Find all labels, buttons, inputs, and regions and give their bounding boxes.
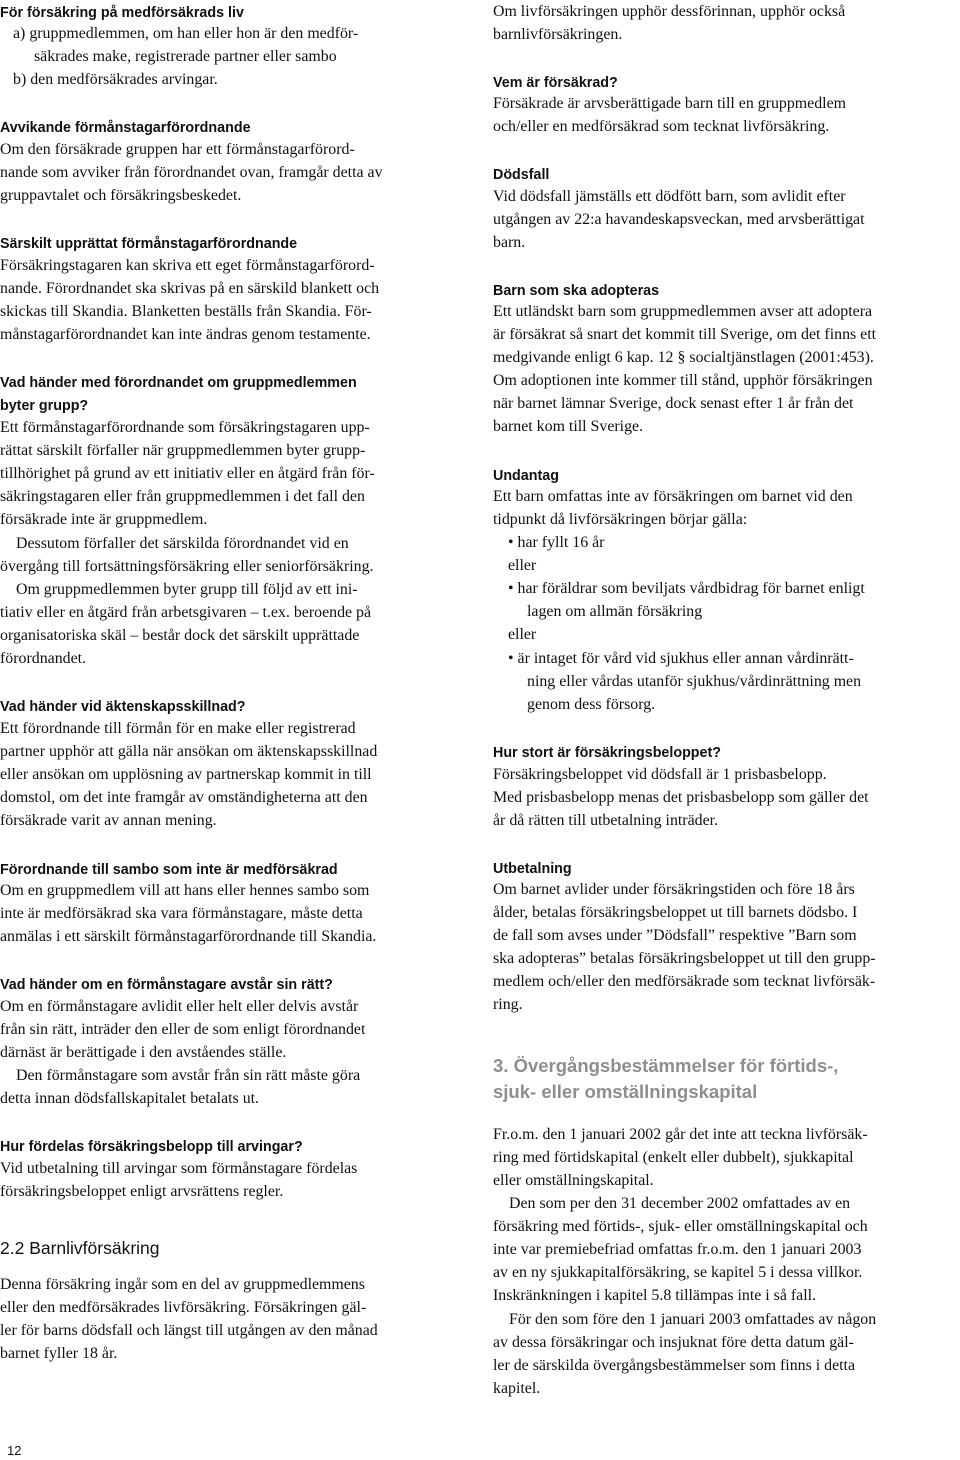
text-line: år då rätten till utbetalning inträder. [493, 812, 719, 829]
text-line: Vid utbetalning till arvingar som förmånstagare fördelas [0, 1160, 358, 1177]
text-line: • har föräldrar som beviljats vårdbidrag för barnet enligt [508, 580, 865, 597]
text-line: från sin rätt, inträder den eller de som enligt förordnandet [0, 1021, 366, 1038]
heading-line: För försäkring på medförsäkrads liv [0, 5, 244, 21]
heading-line: 2.2 Barnlivförsäkring [0, 1238, 160, 1258]
text-line: medgivande enligt 6 kap. 12 § socialtjänstlagen (2001:453). [493, 349, 874, 366]
text-line: a) gruppmedlemmen, om han eller hon är den medför- [13, 25, 359, 42]
text-line: För den som före den 1 januari 2003 omfattades av någon [509, 1311, 877, 1328]
text-line: Den som per den 31 december 2002 omfattades av en [509, 1195, 851, 1212]
text-line: Den förmånstagare som avstår från sin rätt måste göra [16, 1067, 361, 1084]
heading-line: Hur fördelas försäkringsbelopp till arvingar? [0, 1139, 303, 1155]
text-line: Om gruppmedlemmen byter grupp till följd av ett ini- [16, 581, 358, 598]
text-line: Dessutom förfaller det särskilda förordnandet vid en [16, 535, 349, 552]
text-line: utgången av 22:a havandeskapsveckan, med arvsberättigat [493, 211, 865, 228]
text-line: partner upphör att gälla när ansökan om äktenskapsskillnad [0, 743, 378, 760]
text-line: kapitel. [493, 1380, 541, 1397]
text-line: Försäkrade är arvsberättigade barn till en gruppmedlem [493, 95, 846, 112]
heading-line: Avvikande förmånstagarförordnande [0, 120, 251, 136]
text-line: rättat särskilt förfaller när gruppmedlemmen byter grupp- [0, 442, 366, 459]
text-line: Inskränkningen i kapitel 5.8 tillämpas inte i så fall. [493, 1287, 817, 1304]
text-line: därnäst är berättigade i den avståendes ställe. [0, 1044, 287, 1061]
text-line: nande som avviker från förordnandet ovan, framgår detta av [0, 164, 383, 181]
text-line: försäkrade varit av annan mening. [0, 812, 217, 829]
text-line: tillhörighet på grund av ett initiativ eller en åtgärd från för- [0, 465, 375, 482]
text-line: tidpunkt då livförsäkringen börjar gälla: [493, 511, 748, 528]
text-line: Fr.o.m. den 1 januari 2002 går det inte att teckna livförsäk- [493, 1126, 868, 1143]
text-line: Ett utländskt barn som gruppmedlemmen avser att adoptera [493, 303, 873, 320]
text-line: ler för barns dödsfall och längst till utgången av den månad [0, 1322, 378, 1339]
text-line: Om barnet avlider under försäkringstiden och före 18 års [493, 881, 855, 898]
text-line: eller [508, 626, 537, 643]
text-line: eller omställningskapital. [493, 1172, 654, 1189]
heading-line: Särskilt upprättat förmånstagarförordnande [0, 236, 298, 252]
text-line: Ett förmånstagarförordnande som försäkringstagaren upp- [0, 419, 370, 436]
heading-line: Vad händer med förordnandet om gruppmedlemmen [0, 375, 357, 391]
heading-line: byter grupp? [0, 398, 89, 414]
heading-line: Undantag [493, 468, 559, 484]
text-line: ler de särskilda övergångsbestämmelser som finns i detta [493, 1357, 856, 1374]
text-line: övergång till fortsättningsförsäkring eller seniorförsäkring. [0, 558, 374, 575]
text-line: när barnet lämnar Sverige, dock senast efter 1 år från det [493, 395, 854, 412]
text-line: genom dess försorg. [527, 696, 656, 713]
text-line: av dessa försäkringar och insjuknat före detta datum gäl- [493, 1334, 854, 1351]
heading-line: sjuk- eller omställningskapital [493, 1081, 758, 1102]
text-line: organisatoriska skäl – består dock det särskilt upprättade [0, 627, 360, 644]
text-line: Ett barn omfattas inte av försäkringen om barnet vid den [493, 488, 853, 505]
text-line: eller [508, 557, 537, 574]
text-line: barnlivförsäkringen. [493, 26, 623, 43]
text-line: ning eller vårdas utanför sjukhus/vårdinrättning men [527, 673, 862, 690]
text-line: Om adoptionen inte kommer till stånd, upphör försäkringen [493, 372, 873, 389]
text-line: skickas till Skandia. Blanketten beställs från Skandia. För- [0, 303, 372, 320]
text-line: Försäkringsbeloppet vid dödsfall är 1 prisbasbelopp. [493, 766, 827, 783]
text-line: • har fyllt 16 år [508, 534, 605, 551]
text-line: Ett förordnande till förmån för en make eller registrerad [0, 720, 356, 737]
text-line: tiativ eller en åtgärd från arbetsgivaren – t.ex. beroende på [0, 604, 372, 621]
text-line: barnet kom till Sverige. [493, 418, 644, 435]
text-line: Denna försäkring ingår som en del av gruppmedlemmens [0, 1276, 365, 1293]
text-line: försäkrade inte är gruppmedlem. [0, 511, 208, 528]
text-line: är försäkrat så snart det kommit till Sverige, om det finns ett [493, 326, 877, 343]
heading-line: Hur stort är försäkringsbeloppet? [493, 745, 721, 761]
text-line: medlem och/eller den medförsäkrade som tecknat livförsäk- [493, 973, 876, 990]
text-line: Om den försäkrade gruppen har ett förmånstagarförord- [0, 141, 355, 158]
text-line: ring med förtidskapital (enkelt eller dubbelt), sjukkapital [493, 1149, 854, 1166]
heading-line: Vem är försäkrad? [493, 75, 618, 91]
text-line: Om en gruppmedlem vill att hans eller hennes sambo som [0, 882, 370, 899]
text-line: försäkring med förtids-, sjuk- eller omställningskapital och [493, 1218, 868, 1235]
text-line: Om en förmånstagare avlidit eller helt eller delvis avstår [0, 998, 359, 1015]
text-line: nande. Förordnandet ska skrivas på en särskild blankett och [0, 280, 380, 297]
text-line: barnet fyller 18 år. [0, 1345, 118, 1362]
text-line: barn. [493, 234, 526, 251]
text-line: lagen om allmän försäkring [527, 603, 703, 620]
text-line: inte var premiebefriad omfattas fr.o.m. den 1 januari 2003 [493, 1241, 862, 1258]
text-line: förordnandet. [0, 650, 87, 667]
text-line: eller ansökan om upplösning av partnerskap kommit in till [0, 766, 372, 783]
text-line: eller den medförsäkrades livförsäkring. Försäkringen gäl- [0, 1299, 367, 1316]
text-line: månstagarförordnandet kan inte ändras genom testamente. [0, 326, 371, 343]
text-line: de fall som avses under ”Dödsfall” respektive ”Barn som [493, 927, 857, 944]
page-number: 12 [7, 1443, 22, 1458]
heading-line: Förordnande till sambo som inte är medförsäkrad [0, 862, 338, 878]
text-line: domstol, om det inte framgår av omständigheterna att den [0, 789, 368, 806]
text-line: säkringstagaren eller från gruppmedlemmen i det fall den [0, 488, 365, 505]
text-line: säkrades make, registrerade partner eller sambo [34, 48, 337, 65]
text-line: anmälas i ett särskilt förmånstagarförordnande till Skandia. [0, 928, 377, 945]
text-line: Vid dödsfall jämställs ett dödfött barn, som avlidit efter [493, 188, 846, 205]
text-line: ska adopteras” betalas försäkringsbeloppet ut till den grupp- [493, 950, 876, 967]
text-line: ålder, betalas försäkringsbeloppet ut till barnets dödsbo. I [493, 904, 858, 921]
text-line: försäkringsbeloppet enligt arvsrättens regler. [0, 1183, 284, 1200]
heading-line: Vad händer om en förmånstagare avstår sin rätt? [0, 977, 333, 993]
heading-line: Dödsfall [493, 167, 550, 183]
heading-line: Vad händer vid äktenskapsskillnad? [0, 699, 246, 715]
text-line: Med prisbasbelopp menas det prisbasbelopp som gäller det [493, 789, 869, 806]
text-line: ring. [493, 996, 523, 1013]
text-line: av en ny sjukkapitalförsäkring, se kapitel 5 i dessa villkor. [493, 1264, 863, 1281]
text-line: gruppavtalet och försäkringsbeskedet. [0, 187, 242, 204]
text-line: • är intaget för vård vid sjukhus eller annan vårdinrätt- [508, 650, 854, 667]
heading-line: 3. Övergångsbestämmelser för förtids-, [493, 1055, 839, 1076]
text-line: och/eller en medförsäkrad som tecknat livförsäkring. [493, 118, 830, 135]
text-line: Försäkringstagaren kan skriva ett eget förmånstagarförord- [0, 257, 375, 274]
text-line: detta innan dödsfallskapitalet betalats ut. [0, 1090, 260, 1107]
heading-line: Utbetalning [493, 861, 572, 877]
heading-line: Barn som ska adopteras [493, 283, 660, 299]
text-line: inte är medförsäkrad ska vara förmånstagare, måste detta [0, 905, 363, 922]
text-line: b) den medförsäkrades arvingar. [13, 71, 218, 88]
text-line: Om livförsäkringen upphör dessförinnan, upphör också [493, 3, 846, 20]
